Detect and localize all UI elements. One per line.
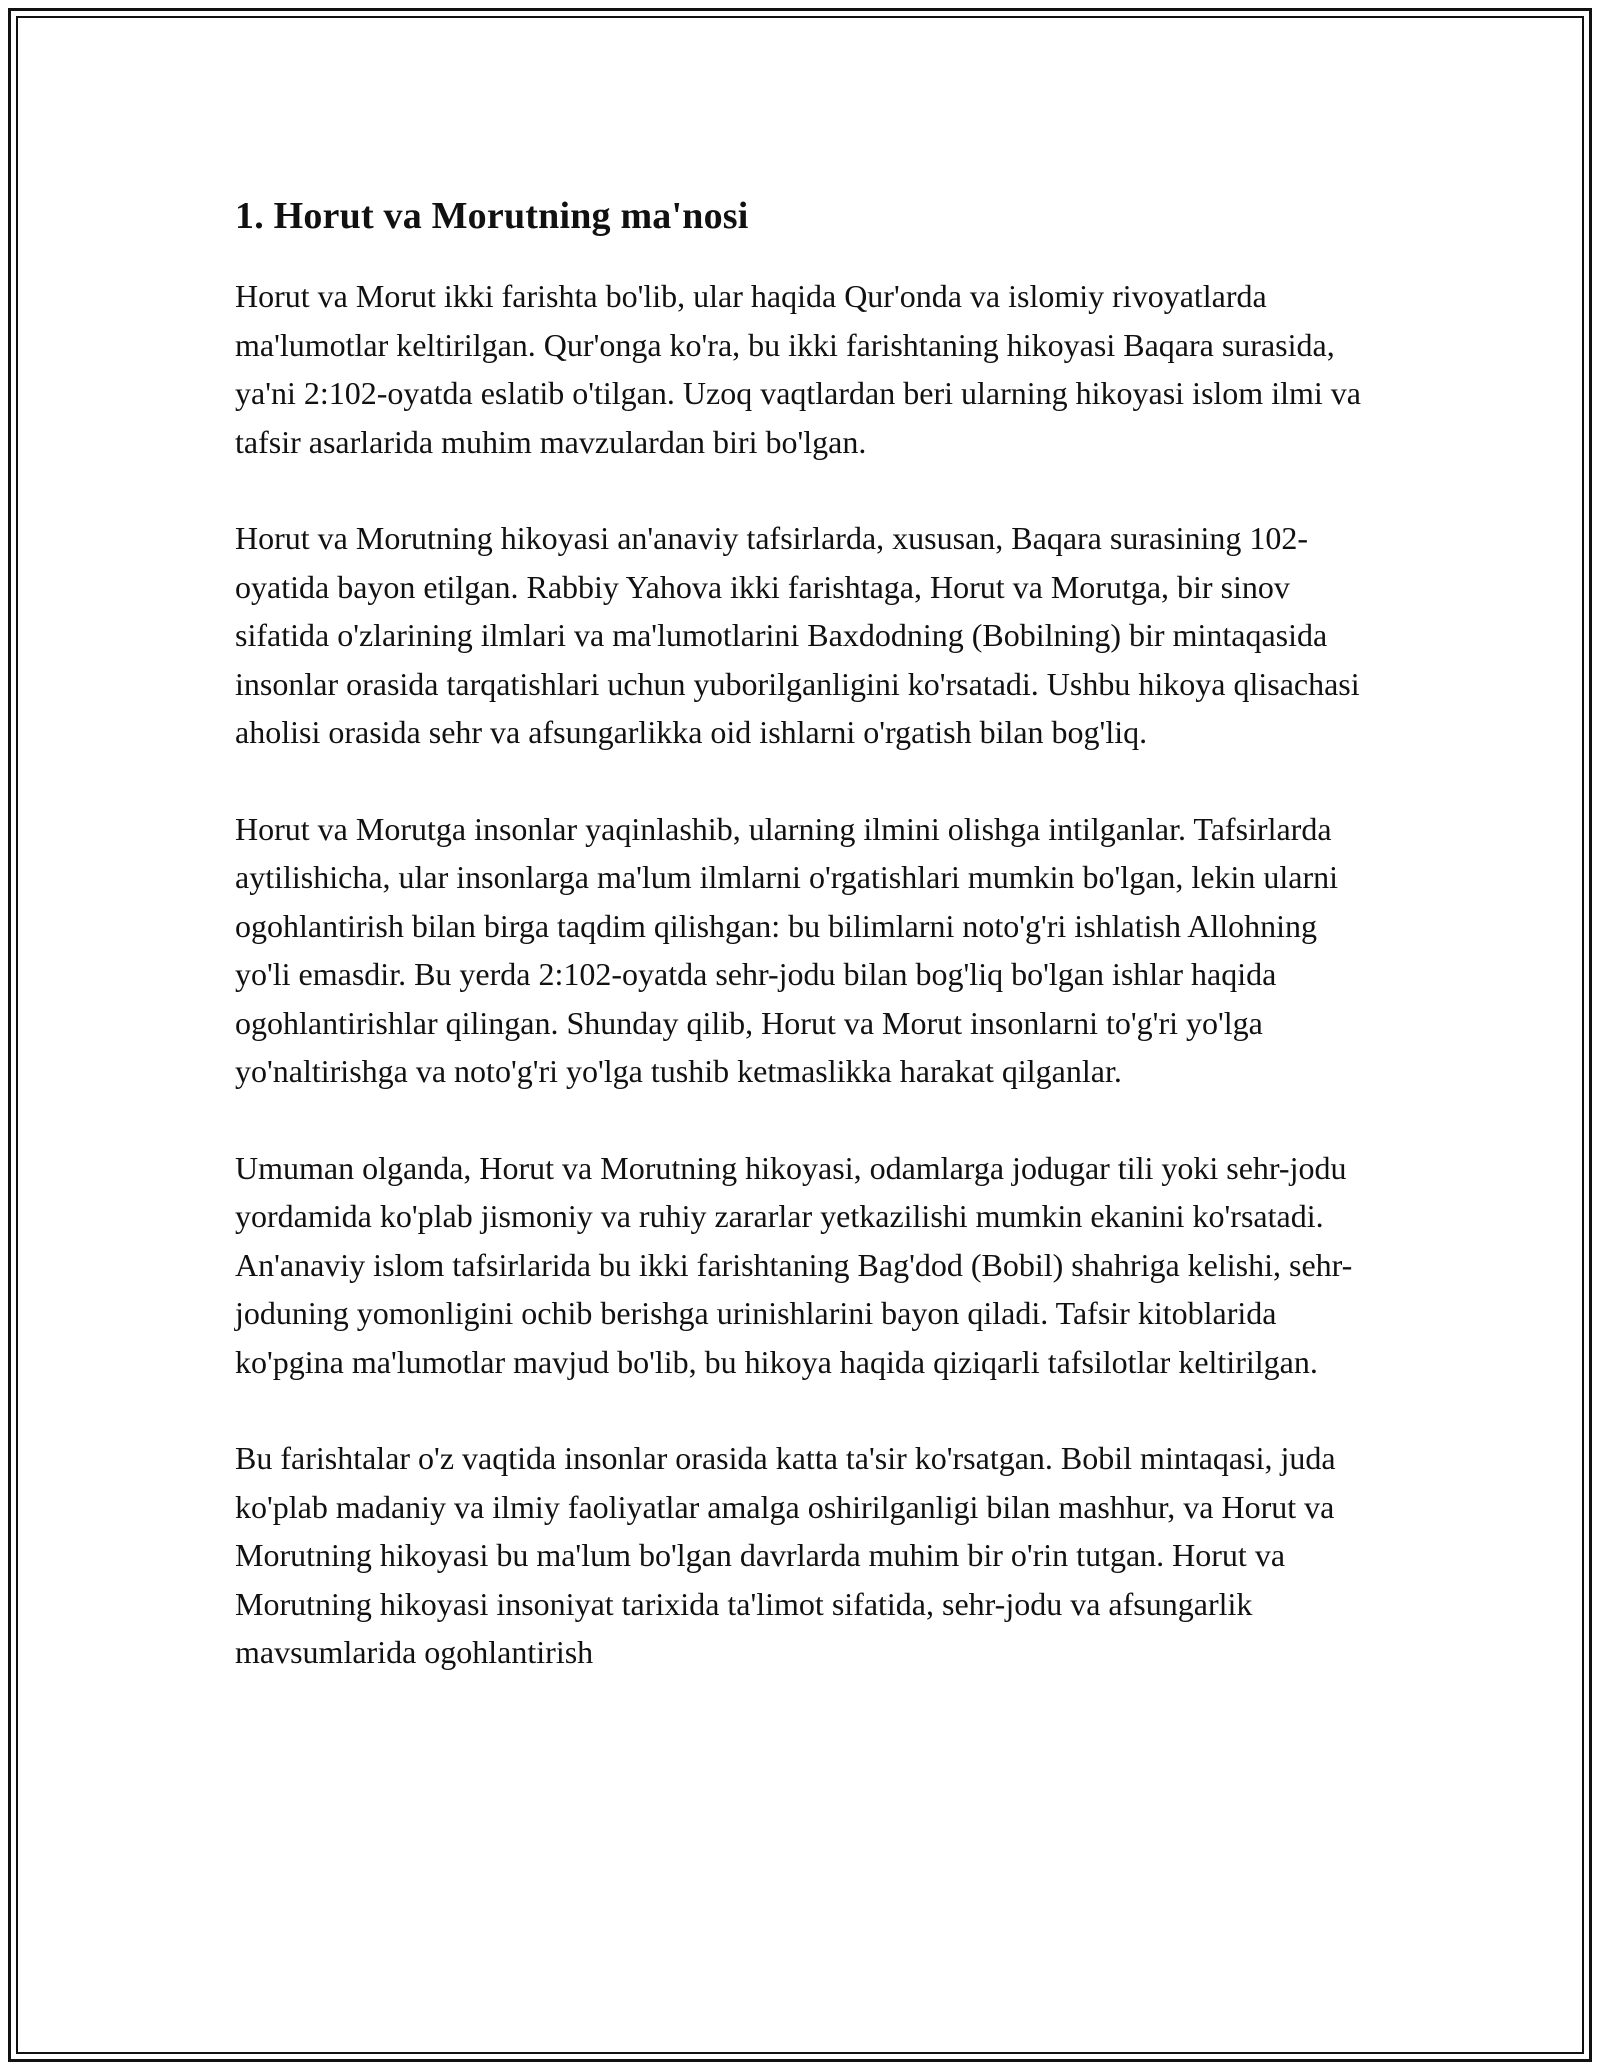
section-title: 1. Horut va Morutning ma'nosi <box>235 195 749 237</box>
paragraph-1: Horut va Morut ikki farishta bo'lib, ular haqida Qur'onda va islomiy rivoyatlarda ma'lumotlar keltirilgan. Qur'onga ko'ra, bu ikki farishtaning hikoyasi Baqara surasida, ya'ni 2:102-oyatda eslatib o'tilgan. Uzoq vaqtlardan beri ularning hikoyasi islom ilmi va tafsir asarlarida muhim mavzulardan biri bo'lgan. <box>235 278 1361 460</box>
paragraph-4: Umuman olganda, Horut va Morutning hikoyasi, odamlarga jodugar tili yoki sehr-jodu yordamida ko'plab jismoniy va ruhiy zararlar yetkazilishi mumkin ekanini ko'rsatadi. An'anaviy islom tafsirlarida bu ikki farishtaning Bag'dod (Bobil) shahriga kelishi, sehr-joduning yomonligini ochib berishga urinishlarini bayon qiladi. Tafsir kitoblarida ko'pgina ma'lumotlar mavjud bo'lib, bu hikoya haqida qiziqarli tafsilotlar keltirilgan. <box>235 1149 1353 1380</box>
paragraph-5: Bu farishtalar o'z vaqtida insonlar orasida katta ta'sir ko'rsatgan. Bobil mintaqasi, juda ko'plab madaniy va ilmiy faoliyatlar amalga oshirilganligi bilan mashhur, va Horut va Morutning hikoyasi bu ma'lum bo'lgan davrlarda muhim bir o'rin tutgan. Horut va Morutning hikoyasi insoniyat tarixida ta'limot sifatida, sehr-jodu va afsungarlik mavsumlarida ogohlantirish <box>235 1440 1336 1670</box>
paragraph-2: Horut va Morutning hikoyasi an'anaviy tafsirlarda, xususan, Baqara surasining 102-oyatida bayon etilgan. Rabbiy Yahova ikki farishtaga, Horut va Morutga, bir sinov sifatida o'zlarining ilmlari va ma'lumotlarini Baxdodning (Bobilning) bir mintaqasida insonlar orasida tarqatishlari uchun yuborilganligini ko'rsatadi. Ushbu hikoya qlisachasi aholisi orasida sehr va afsungarlikka oid ishlarni o'rgatish bilan bog'liq. <box>235 520 1360 750</box>
paragraph-3: Horut va Morutga insonlar yaqinlashib, ularning ilmini olishga intilganlar. Tafsirlarda aytilishicha, ular insonlarga ma'lum ilmlarni o'rgatishlari mumkin bo'lgan, lekin ularni ogohlantirish bilan birga taqdim qilishgan: bu bilimlarni noto'g'ri ishlatish Allohning yo'li emasdir. Bu yerda 2:102-oyatda sehr-jodu bilan bog'liq bo'lgan ishlar haqida ogohlantirishlar qilingan. Shunday qilib, Horut va Morut insonlarni to'g'ri yo'lga yo'naltirishga va noto'g'ri yo'lga tushib ketmaslikka harakat qilganlar. <box>235 810 1339 1089</box>
document-content <box>235 184 1370 1677</box>
